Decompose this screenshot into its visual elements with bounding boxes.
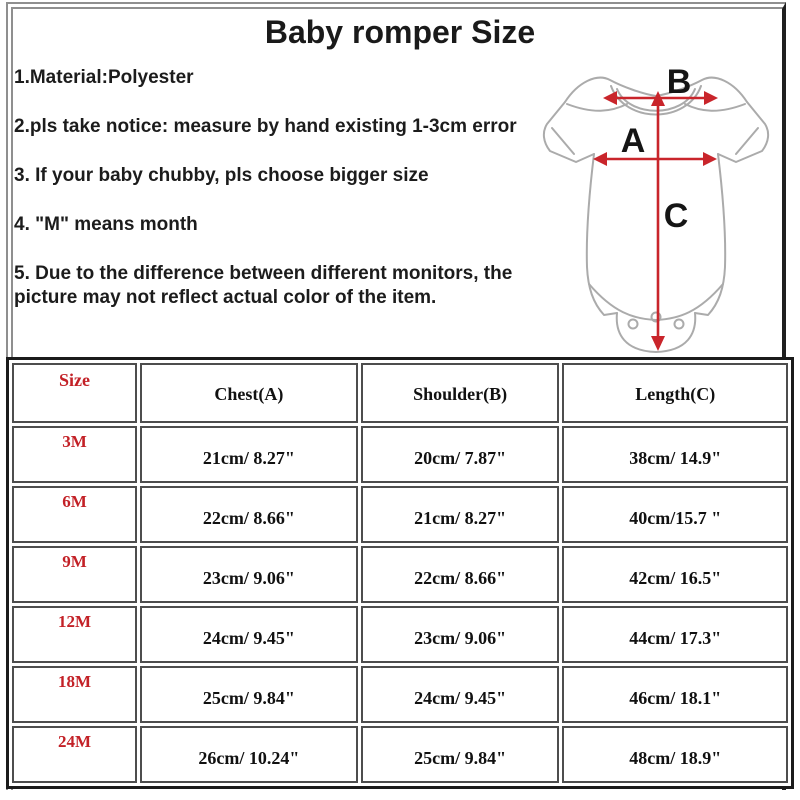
measurement-value: 25cm/ 9.84" <box>361 726 560 783</box>
snap-button <box>629 320 638 329</box>
measurement-column-header: Length(C) <box>562 363 788 423</box>
note-line: 1.Material:Polyester <box>14 67 194 88</box>
measurement-value: 38cm/ 14.9" <box>562 426 788 483</box>
table-row <box>12 606 788 663</box>
table-row <box>12 726 788 783</box>
romper-diagram <box>523 60 785 358</box>
size-label: 24M <box>12 726 137 783</box>
romper-diagram-svg <box>523 60 785 358</box>
note-line: 5. Due to the difference between different monitors, the picture may not reflect actual color of the item. <box>14 263 513 308</box>
measurement-value: 22cm/ 8.66" <box>140 486 358 543</box>
size-label: 6M <box>12 486 137 543</box>
measurement-value: 21cm/ 8.27" <box>140 426 358 483</box>
size-label: 9M <box>12 546 137 603</box>
size-column-header: Size <box>12 363 137 423</box>
table-row <box>12 486 788 543</box>
measurement-value: 24cm/ 9.45" <box>140 606 358 663</box>
table-header-row <box>12 363 788 423</box>
size-table <box>6 357 794 789</box>
measurement-value: 22cm/ 8.66" <box>361 546 560 603</box>
note-line: 3. If your baby chubby, pls choose bigger size <box>14 165 429 186</box>
notes-list <box>14 66 559 335</box>
sleeve-hem-left <box>552 128 574 154</box>
label-b: B <box>666 63 692 101</box>
measurement-value: 23cm/ 9.06" <box>140 546 358 603</box>
table-row <box>12 426 788 483</box>
table-row <box>12 666 788 723</box>
measurement-value: 24cm/ 9.45" <box>361 666 560 723</box>
note-line: 2.pls take notice: measure by hand existing 1-3cm error <box>14 116 517 137</box>
note-line: 4. "M" means month <box>14 214 198 235</box>
measurement-value: 46cm/ 18.1" <box>562 666 788 723</box>
measurement-value: 26cm/ 10.24" <box>140 726 358 783</box>
table-row <box>12 546 788 603</box>
measurement-value: 20cm/ 7.87" <box>361 426 560 483</box>
page-title: Baby romper Size <box>264 14 536 50</box>
chest-arrow <box>593 152 717 166</box>
measurement-value: 21cm/ 8.27" <box>361 486 560 543</box>
snap-button <box>675 320 684 329</box>
label-c: C <box>663 197 689 235</box>
size-label: 3M <box>12 426 137 483</box>
sleeve-hem-right <box>736 128 758 154</box>
size-label: 18M <box>12 666 137 723</box>
measurement-column-header: Shoulder(B) <box>361 363 560 423</box>
measurement-value: 48cm/ 18.9" <box>562 726 788 783</box>
measurement-value: 25cm/ 9.84" <box>140 666 358 723</box>
measurement-value: 40cm/15.7 " <box>562 486 788 543</box>
label-a: A <box>620 122 646 160</box>
measurement-column-header: Chest(A) <box>140 363 358 423</box>
measurement-value: 44cm/ 17.3" <box>562 606 788 663</box>
measurement-value: 42cm/ 16.5" <box>562 546 788 603</box>
size-label: 12M <box>12 606 137 663</box>
romper-outline <box>544 78 768 352</box>
measurement-value: 23cm/ 9.06" <box>361 606 560 663</box>
